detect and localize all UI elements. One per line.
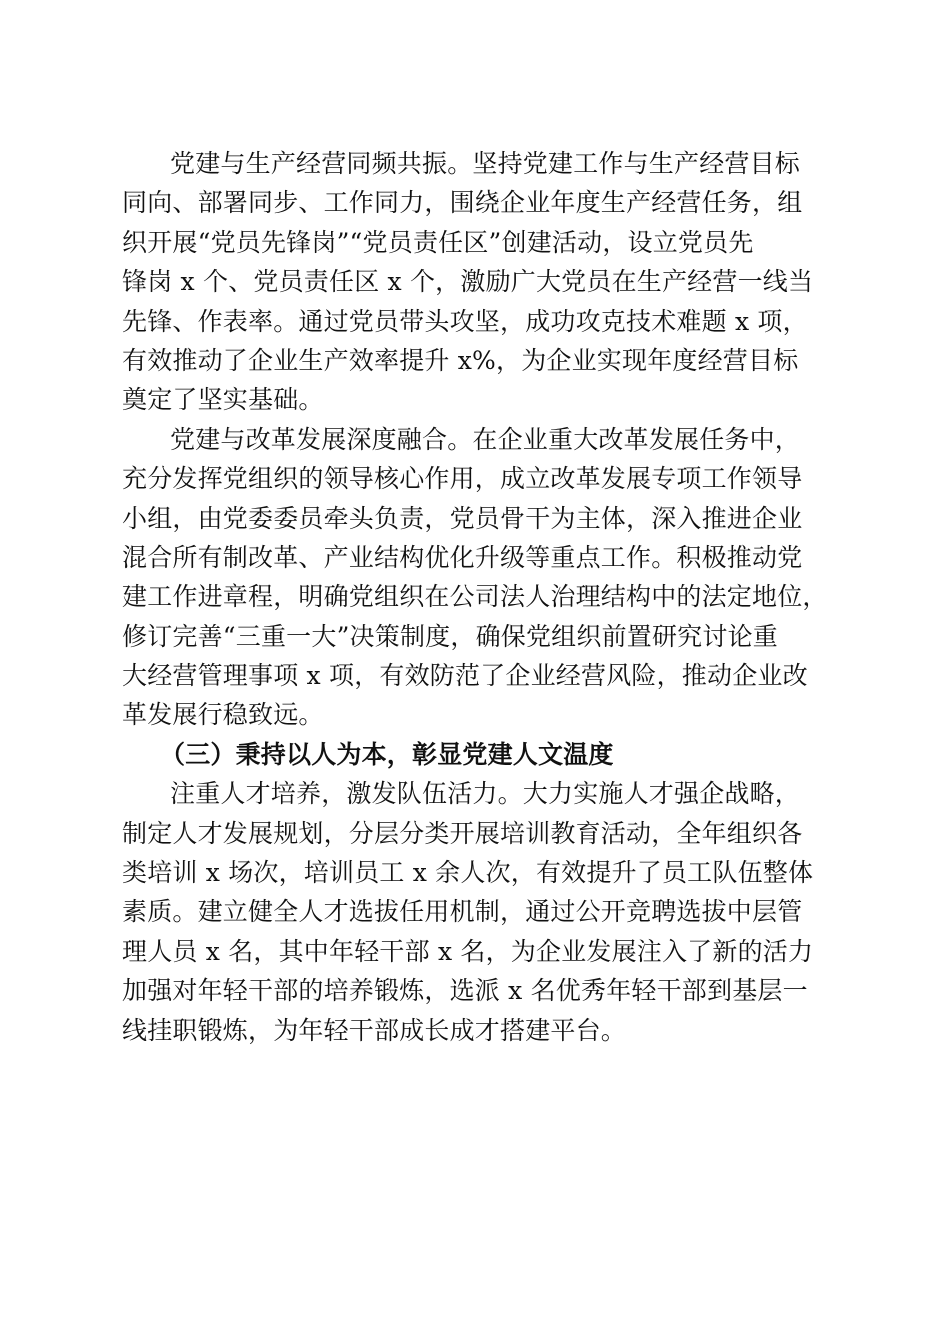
text-line: 加强对年轻干部的培养锻炼，选派 x 名优秀年轻干部到基层一: [122, 976, 808, 1006]
text-line: 修订完善“三重一大”决策制度，确保党组织前置研究讨论重: [122, 621, 778, 651]
paragraph-party-production: [122, 144, 830, 420]
text-line: 奠定了坚实基础。: [122, 385, 324, 415]
paragraph-party-reform: [122, 420, 830, 735]
text-line: 理人员 x 名，其中年轻干部 x 名，为企业发展注入了新的活力: [122, 936, 814, 966]
text-line: 先锋、作表率。通过党员带头攻坚，成功攻克技术难题 x 项，: [122, 306, 808, 336]
text-line: 混合所有制改革、产业结构优化升级等重点工作。积极推动党: [122, 542, 803, 572]
text-line: 有效推动了企业生产效率提升 x%，为企业实现年度经营目标: [122, 345, 799, 375]
document-body: [122, 144, 830, 1050]
text-line: 制定人才发展规划，分层分类开展培训教育活动，全年组织各: [122, 818, 803, 848]
paragraph-talent-cultivation: [122, 774, 830, 1050]
text-line: 素质。建立健全人才选拔任用机制，通过公开竞聘选拔中层管: [122, 897, 803, 927]
text-line: 类培训 x 场次，培训员工 x 余人次，有效提升了员工队伍整体: [122, 858, 814, 888]
text-line: 大经营管理事项 x 项，有效防范了企业经营风险，推动企业改: [122, 661, 808, 691]
section-heading-text: （三）秉持以人为本，彰显党建人文温度: [160, 739, 614, 769]
text-line: 织开展“党员先锋岗”“党员责任区”创建活动，设立党员先: [122, 227, 754, 257]
text-line: 小组，由党委委员牵头负责，党员骨干为主体，深入推进企业: [122, 503, 803, 533]
text-line: 党建与生产经营同频共振。坚持党建工作与生产经营目标: [170, 149, 801, 178]
text-line: 建工作进章程，明确党组织在公司法人治理结构中的法定地位，: [122, 582, 828, 612]
text-line: 充分发挥党组织的领导核心作用，成立改革发展专项工作领导: [122, 464, 803, 494]
text-line: 革发展行稳致远。: [122, 700, 324, 730]
text-line: 注重人才培养，激发队伍活力。大力实施人才强企战略，: [170, 779, 801, 809]
section-heading: [122, 735, 830, 774]
text-line: 党建与改革发展深度融合。在企业重大改革发展任务中，: [170, 424, 801, 454]
text-line: 同向、部署同步、工作同力，围绕企业年度生产经营任务，组: [122, 188, 803, 218]
text-line: 线挂职锻炼，为年轻干部成长成才搭建平台。: [122, 1015, 627, 1045]
text-line: 锋岗 x 个、党员责任区 x 个，激励广大党员在生产经营一线当: [122, 267, 814, 297]
